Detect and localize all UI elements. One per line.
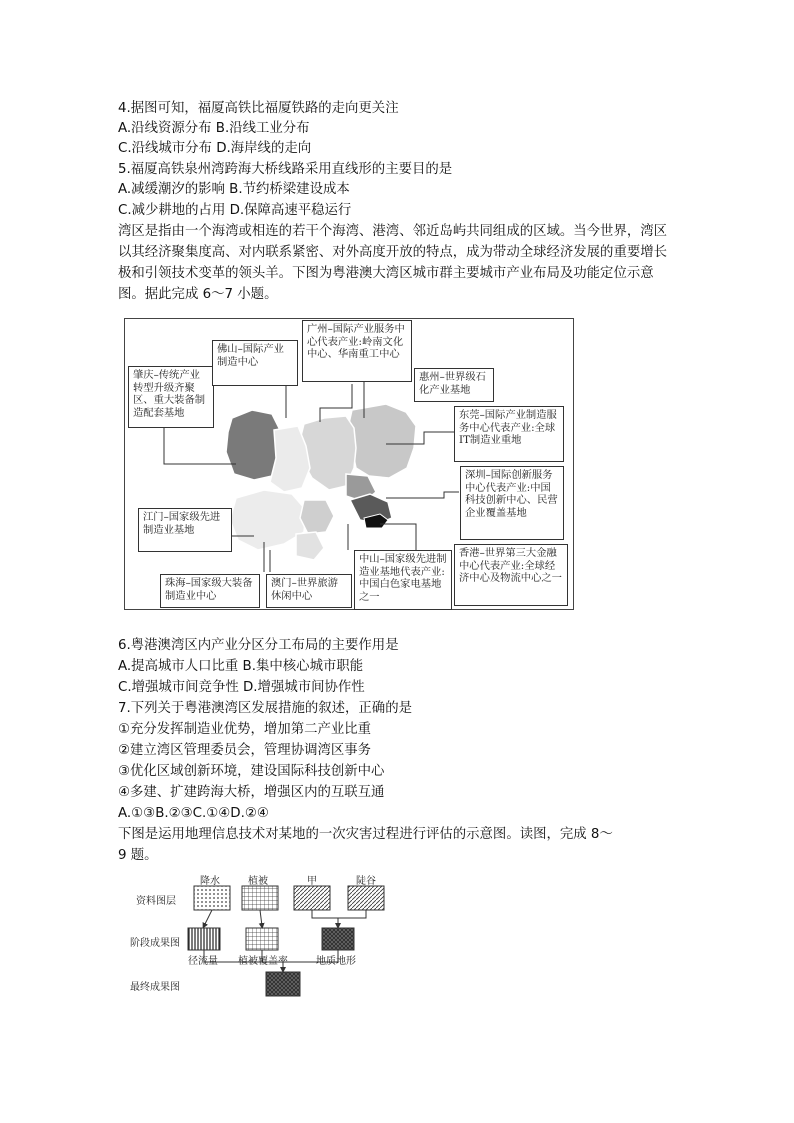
row-final-label: 最终成果图: [130, 982, 180, 993]
layer-rain-label: 降水: [200, 876, 220, 887]
final-result-box: [266, 972, 300, 996]
gis-flow-diagram: [128, 872, 398, 1000]
label-dongguan: 东莞–国际产业制造服务中心代表产业:全球IT制造业重地: [454, 406, 564, 462]
q6-options-cd: C.增强城市间竞争性 D.增强城市间协作性: [118, 680, 365, 695]
stage-runoff-label: 径流量: [188, 956, 218, 967]
label-zhuhai: 珠海–国家级大装备制造业中心: [160, 574, 260, 608]
layer-valley-label: 陡谷: [356, 876, 376, 887]
layer-valley-box: [348, 886, 384, 910]
bay-area-intro: 湾区是指由一个海湾或相连的若干个海湾、港湾、邻近岛屿共同组成的区域。当今世界，湾区以其经济聚集度高、对内联系紧密、对外高度开放的特点，成为带动全球经济发展的重要增长极和引领技术变革的领头羊。下图为粤港澳大湾区城市群主要城市产业布局及功能定位示意图。据此完成 6～7 小题。: [118, 224, 668, 302]
stage-coverage-box: [246, 928, 278, 950]
q6-options-ab: A.提高城市人口比重 B.集中核心城市职能: [118, 659, 364, 674]
layer-jia-label: 甲: [307, 876, 317, 887]
label-guangzhou: 广州–国际产业服务中心代表产业:岭南文化中心、华南重工中心: [302, 320, 412, 382]
layer-jia-box: [294, 886, 330, 910]
row-stage-label: 阶段成果图: [130, 938, 180, 949]
stage-coverage-label: 植被覆盖率: [238, 956, 288, 967]
label-hongkong: 香港–世界第三大金融中心代表产业:全球经济中心及物流中心之一: [454, 544, 568, 606]
layer-vegetation-label: 植被: [248, 876, 268, 887]
layer-vegetation-box: [242, 886, 278, 910]
disaster-intro-line2: 9 题。: [118, 848, 158, 863]
q4-options-ab: A.沿线资源分布 B.沿线工业分布: [118, 121, 310, 136]
q7-stem: 7.下列关于粤港澳湾区发展措施的叙述，正确的是: [118, 701, 412, 716]
q4-stem: 4.据图可知，福厦高铁比福厦铁路的走向更关注: [118, 101, 399, 116]
q7-options: A.①③B.②③C.①④D.②④: [118, 806, 269, 821]
label-zhongshan: 中山–国家级先进制造业基地代表产业:中国白色家电基地之一: [354, 550, 452, 610]
label-huizhou: 惠州–世界级石化产业基地: [414, 368, 494, 402]
q7-statement-2: ②建立湾区管理委员会，管理协调湾区事务: [118, 743, 372, 758]
layer-rain-box: [194, 886, 230, 910]
label-jiangmen: 江门–国家级先进制造业基地: [138, 508, 232, 552]
stage-geology-box: [322, 928, 354, 950]
q7-statement-1: ①充分发挥制造业优势，增加第二产业比重: [118, 722, 372, 737]
label-shenzhen: 深圳–国际创新服务中心代表产业:中国科技创新中心、民营企业覆盖基地: [460, 466, 564, 540]
stage-geology-label: 地质地形: [316, 956, 356, 967]
row-data-label: 资料图层: [136, 896, 176, 907]
label-zhaoqing: 肇庆–传统产业转型升级齐聚区、重大装备制造配套基地: [128, 366, 214, 428]
q5-stem: 5.福厦高铁泉州湾跨海大桥线路采用直线形的主要目的是: [118, 162, 453, 177]
q5-options-cd: C.减少耕地的占用 D.保障高速平稳运行: [118, 203, 352, 218]
stage-runoff-box: [188, 928, 220, 950]
q7-statement-3: ③优化区域创新环境，建设国际科技创新中心: [118, 764, 385, 779]
disaster-intro-line1: 下图是运用地理信息技术对某地的一次灾害过程进行评估的示意图。读图，完成 8～: [118, 827, 613, 842]
region-huizhou: [348, 404, 416, 478]
q4-options-cd: C.沿线城市分布 D.海岸线的走向: [118, 141, 312, 156]
label-macau: 澳门–世界旅游休闲中心: [266, 574, 352, 608]
q7-statement-4: ④多建、扩建跨海大桥，增强区内的互联互通: [118, 785, 385, 800]
bay-area-map: [124, 318, 574, 610]
label-foshan: 佛山–国际产业制造中心: [212, 340, 298, 386]
q5-options-ab: A.减缓潮汐的影响 B.节约桥梁建设成本: [118, 182, 350, 197]
q6-stem: 6.粤港澳湾区内产业分区分工布局的主要作用是: [118, 638, 399, 653]
